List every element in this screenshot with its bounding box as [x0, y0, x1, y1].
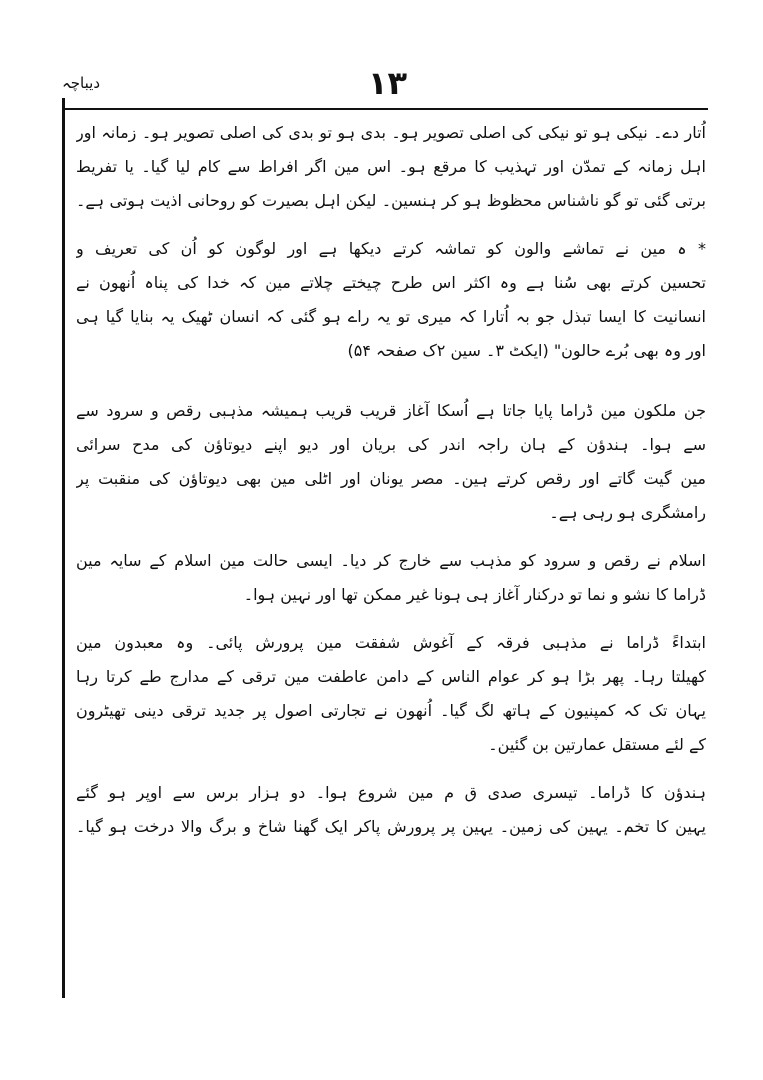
text-line: جن ملکون مین ڈراما پایا جاتا ہے اُسکا آغاز قریب قریب ہمیشہ مذہبی رقص و سرود سے [76, 401, 706, 420]
running-header: دیباچہ [62, 74, 101, 92]
text-line: مین گیت گاتے اور رقص کرتے ہین۔ مصر یونان اور اٹلی مین بھی دیوتاؤن کی منقبت پر [76, 469, 706, 488]
text-line: کھیلتا رہا۔ پھر بڑا ہو کر عوام الناس کے دامن عاطفت مین ترقی کے مدارج طے کرتا رہا [76, 667, 706, 686]
text-line: یہین کا تخم۔ یہین کی زمین۔ یہین پر پرورش پاکر ایک گھنا شاخ و برگ والا درخت ہو گیا۔ [76, 817, 706, 836]
text-line: اور وہ بھی بُرے حالون" (ایکٹ ۳۔ سین ۲ک صفحہ ۵۴) [347, 341, 706, 360]
text-line: ڈراما کا نشو و نما تو درکنار آغاز ہی ہونا غیر ممکن تھا اور نہین ہوا۔ [243, 585, 706, 604]
text-line: سے ہوا۔ ہندؤن کے ہان راجہ اندر کی بریان اور دیو اپنے دیوتاؤن کی مدح سرائی [76, 435, 706, 454]
text-line: اسلام نے رقص و سرود کو مذہب سے خارج کر دیا۔ ایسی حالت مین اسلام کے سایہ مین [76, 551, 706, 570]
page-number: ۱۳ [368, 64, 408, 102]
margin-rule [62, 98, 65, 998]
text-line: رامشگری ہو رہی ہے۔ [549, 503, 706, 522]
text-line: اُتار دے۔ نیکی ہو تو نیکی کی اصلی تصویر ہو۔ بدی ہو تو بدی کی اصلی تصویر ہو۔ زمانہ اور [76, 123, 706, 142]
text-line: تحسین کرتے بھی سُنا ہے وہ اکثر اس طرح چیختے چلاتے مین کہ خدا کی پناہ اُنھون نے [76, 273, 706, 292]
text-line: انسانیت کا ایسا تبذل جو بہ اُتارا کہ میری تو یہ راے ہو گئی کہ انسان ٹھیک یہ بنایا گیا ہی [76, 307, 706, 326]
text-line: ابتداءً ڈراما نے مذہبی فرقہ کے آغوش شفقت مین پرورش پائی۔ وہ معبدون مین [76, 633, 706, 652]
body-text [76, 116, 706, 844]
text-line: اہل زمانہ کے تمدّن اور تہذیب کا مرقع ہو۔ اس مین اگر افراط سے کام لیا گیا۔ یا تفریط [76, 157, 706, 176]
text-line: * ہ مین نے تماشے والون کو تماشہ کرتے دیکھا ہے اور لوگون کو اُن کی تعریف و [76, 239, 706, 258]
text-line: ہندؤن کا ڈراما۔ تیسری صدی ق م مین شروع ہوا۔ دو ہزار برس سے اوپر ہو گئے [76, 783, 706, 802]
text-line: برتی گئی تو گو ناشناس محظوظ ہو کر ہنسین۔ لیکن اہل بصیرت کو روحانی اذیت ہوتی ہے۔ [76, 191, 706, 210]
text-line: یہان تک کہ کمپنیون کے ہاتھ لگ گیا۔ اُنھون نے تجارتی اصول پر جدید ترقی دینی تھیٹرون [76, 701, 706, 720]
text-line: کے لئے مستقل عمارتین بن گئین۔ [488, 735, 706, 754]
header-rule [62, 108, 708, 110]
